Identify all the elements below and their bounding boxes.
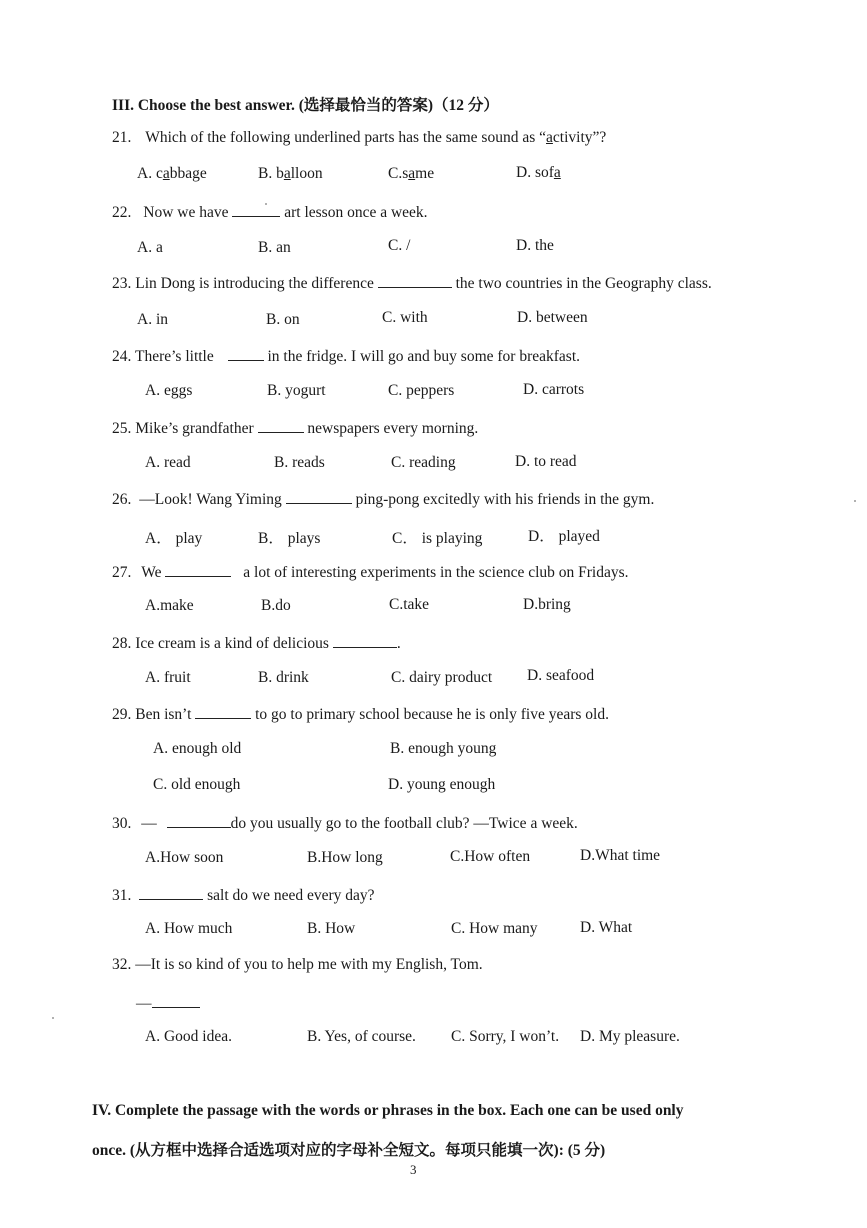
answer-blank[interactable] <box>195 704 251 719</box>
option-25b[interactable]: B. reads <box>274 454 325 471</box>
question-text-end: ctivity”? <box>552 129 607 146</box>
question-text-end: to go to primary school because he is only five years old. <box>255 706 609 723</box>
answer-blank[interactable] <box>152 993 200 1008</box>
option-24d[interactable]: D. carrots <box>523 381 585 398</box>
question-text-end: a lot of interesting experiments in the science club on Fridays. <box>243 564 629 581</box>
option-25d[interactable]: D. to read <box>515 453 577 470</box>
answer-blank[interactable] <box>228 346 264 361</box>
question-text-start: There’s little <box>134 348 214 365</box>
option-32c[interactable]: C. Sorry, I won’t. <box>451 1028 560 1045</box>
option-23c[interactable]: C. with <box>382 309 428 326</box>
option-text: D. sof <box>516 164 554 181</box>
option-31b[interactable]: B. How <box>307 920 356 937</box>
question-30 <box>112 813 578 833</box>
option-21c[interactable] <box>388 165 434 183</box>
option-30c[interactable]: C.How often <box>450 848 531 865</box>
option-24b[interactable]: B. yogurt <box>267 382 326 399</box>
underlined-letter: a <box>162 165 170 182</box>
option-21b[interactable] <box>258 165 323 183</box>
question-text-start: Now we have <box>143 204 229 221</box>
option-22d[interactable]: D. the <box>516 237 554 254</box>
question-text-start: We <box>141 564 162 581</box>
option-27c[interactable]: C.take <box>389 596 430 613</box>
option-24a[interactable]: A. eggs <box>145 382 193 399</box>
option-text: lloon <box>290 165 323 182</box>
question-31 <box>112 885 375 905</box>
option-31c[interactable]: C. How many <box>451 920 538 937</box>
question-text-end: ping-pong excitedly with his friends in the gym. <box>355 491 655 508</box>
scan-speck <box>265 203 267 205</box>
question-number: 31. <box>112 887 132 904</box>
question-number: 21. <box>112 129 132 146</box>
question-22 <box>112 202 428 222</box>
section-4-heading-line-2: once. (从方框中选择合适选项对应的字母补全短文。每项只能填一次): (5 分) <box>92 1142 606 1159</box>
question-text-end: newspapers every morning. <box>307 420 479 437</box>
question-number: 28. <box>112 635 132 652</box>
answer-blank[interactable] <box>165 562 231 577</box>
option-25c[interactable]: C. reading <box>391 454 456 471</box>
question-text-end: art lesson once a week. <box>284 204 428 221</box>
page-number: 3 <box>410 1162 417 1177</box>
option-text: me <box>415 165 435 182</box>
question-text-end: in the fridge. I will go and buy some for breakfast. <box>267 348 580 365</box>
section-3-heading: III. Choose the best answer. (选择最恰当的答案)（12 分） <box>112 97 499 114</box>
option-29b[interactable]: B. enough young <box>390 740 497 757</box>
question-text-start: Lin Dong is introducing the difference <box>135 275 374 292</box>
option-26c[interactable]: C． is playing <box>392 530 483 547</box>
option-22b[interactable]: B. an <box>258 239 291 256</box>
option-22c[interactable]: C. / <box>388 237 411 254</box>
option-26b[interactable]: B． plays <box>258 530 321 547</box>
dash: — <box>141 815 157 832</box>
question-25 <box>112 418 478 438</box>
question-number: 25. <box>112 420 132 437</box>
question-21 <box>112 129 606 147</box>
question-26 <box>112 489 654 509</box>
answer-blank[interactable] <box>232 202 280 217</box>
question-text: —It is so kind of you to help me with my English, Tom. <box>135 956 483 973</box>
question-text-end: . <box>396 635 401 652</box>
question-number: 23. <box>112 275 132 292</box>
section-4-heading-line-1: IV. Complete the passage with the words or phrases in the box. Each one can be used only <box>92 1102 684 1119</box>
option-29c[interactable]: C. old enough <box>153 776 241 793</box>
option-31a[interactable]: A. How much <box>145 920 233 937</box>
option-23b[interactable]: B. on <box>266 311 300 328</box>
option-30a[interactable]: A.How soon <box>145 849 224 866</box>
option-text: bbage <box>169 165 207 182</box>
option-32a[interactable]: A. Good idea. <box>145 1028 232 1045</box>
answer-blank[interactable] <box>333 633 397 648</box>
dash: — <box>136 995 152 1012</box>
option-30b[interactable]: B.How long <box>307 849 383 866</box>
question-23 <box>112 273 712 293</box>
question-29 <box>112 704 609 724</box>
option-25a[interactable]: A. read <box>145 454 191 471</box>
question-text-start: Ben isn’t <box>135 706 192 723</box>
reply-line <box>136 993 200 1013</box>
option-26a[interactable]: A． play <box>145 530 203 547</box>
option-21d[interactable] <box>516 164 561 182</box>
option-28a[interactable]: A. fruit <box>145 669 191 686</box>
option-23d[interactable]: D. between <box>517 309 588 326</box>
option-31d[interactable]: D. What <box>580 919 633 936</box>
option-28d[interactable]: D. seafood <box>527 667 595 684</box>
option-27a[interactable]: A.make <box>145 597 194 614</box>
question-text-start: Ice cream is a kind of delicious <box>135 635 329 652</box>
scan-speck <box>52 1017 54 1019</box>
option-32b[interactable]: B. Yes, of course. <box>307 1028 416 1045</box>
option-28b[interactable]: B. drink <box>258 669 309 686</box>
question-text-end: do you usually go to the football club? —Twice a week. <box>230 815 578 832</box>
option-32d[interactable]: D. My pleasure. <box>580 1028 680 1045</box>
answer-blank[interactable] <box>378 273 452 288</box>
underlined-letter: a <box>283 165 291 182</box>
option-26d[interactable]: D． played <box>528 528 600 545</box>
option-24c[interactable]: C. peppers <box>388 382 455 399</box>
option-30d[interactable]: D.What time <box>580 847 661 864</box>
option-27d[interactable]: D.bring <box>523 596 571 613</box>
question-text-start: Which of the following underlined parts has the same sound as “ <box>145 129 546 146</box>
answer-blank[interactable] <box>167 813 231 828</box>
question-number: 32. <box>112 956 132 973</box>
option-29a[interactable]: A. enough old <box>153 740 242 757</box>
option-22a[interactable]: A. a <box>137 239 163 256</box>
option-27b[interactable]: B.do <box>261 597 291 614</box>
question-text-start: Mike’s grandfather <box>135 420 254 437</box>
underlined-letter: a <box>553 164 561 181</box>
option-text: A. c <box>137 165 163 182</box>
question-number: 29. <box>112 706 132 723</box>
question-28 <box>112 633 401 653</box>
option-23a[interactable]: A. in <box>137 311 168 328</box>
option-text: C.s <box>388 165 409 182</box>
question-text-end: salt do we need every day? <box>207 887 375 904</box>
question-27 <box>112 562 629 582</box>
answer-blank[interactable] <box>139 885 203 900</box>
question-number: 26. <box>112 491 132 508</box>
question-text-start: —Look! Wang Yiming <box>139 491 282 508</box>
question-24 <box>112 346 580 366</box>
scan-speck <box>854 500 856 502</box>
question-32 <box>112 956 483 974</box>
option-21a[interactable] <box>137 165 207 183</box>
option-29d[interactable]: D. young enough <box>388 776 496 793</box>
question-number: 24. <box>112 348 132 365</box>
question-number: 27. <box>112 564 132 581</box>
underlined-letter: a <box>546 129 553 146</box>
underlined-letter: a <box>408 165 416 182</box>
option-text: B. b <box>258 165 284 182</box>
option-28c[interactable]: C. dairy product <box>391 669 493 686</box>
question-number: 22. <box>112 204 132 221</box>
answer-blank[interactable] <box>286 489 352 504</box>
answer-blank[interactable] <box>258 418 304 433</box>
question-text-end: the two countries in the Geography class. <box>455 275 712 292</box>
question-number: 30. <box>112 815 132 832</box>
